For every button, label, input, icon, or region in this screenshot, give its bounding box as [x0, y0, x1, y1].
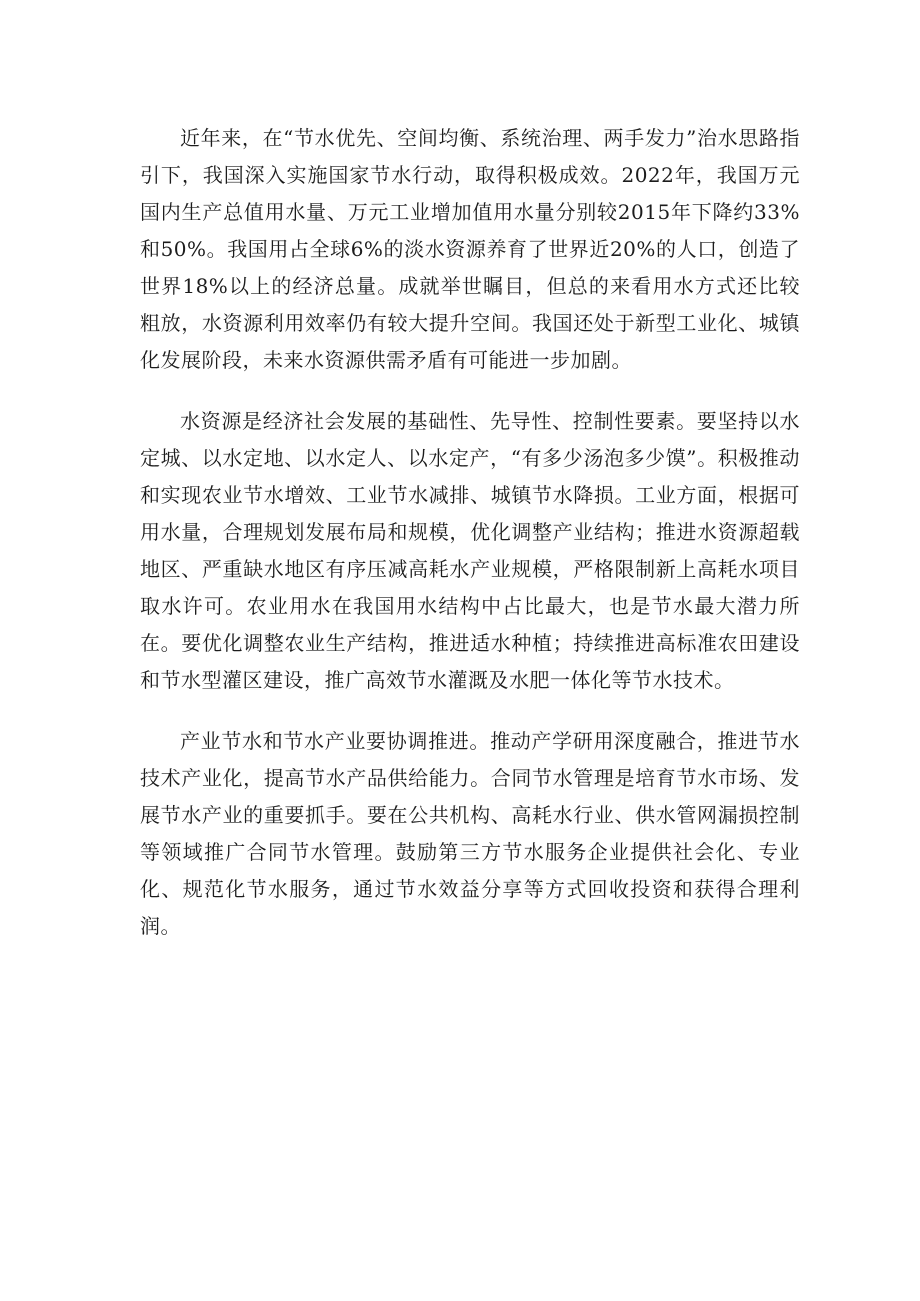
paragraph-3: 产业节水和节水产业要协调推进。推动产学研用深度融合，推进节水技术产业化，提高节水产品供给能力。合同节水管理是培育节水市场、发展节水产业的重要抓手。要在公共机构、高耗水行业、供水管网漏损控制等领域推广合同节水管理。鼓励第三方节水服务企业提供社会化、专业化、规范化节水服务，通过节水效益分享等方式回收投资和获得合理利润。 — [140, 729, 800, 938]
document-body — [140, 120, 800, 969]
paragraph-1: 近年来，在“节水优先、空间均衡、系统治理、两手发力”治水思路指引下，我国深入实施国家节水行动，取得积极成效。2022年，我国万元国内生产总值用水量、万元工业增加值用水量分别较2015年下降约33%和50%。我国用占全球6%的淡水资源养育了世界近20%的人口，创造了世界18%以上的经济总量。成就举世瞩目，但总的来看用水方式还比较粗放，水资源利用效率仍有较大提升空间。我国还处于新型工业化、城镇化发展阶段，未来水资源供需矛盾有可能进一步加剧。 — [140, 126, 800, 372]
paragraph-2: 水资源是经济社会发展的基础性、先导性、控制性要素。要坚持以水定城、以水定地、以水定人、以水定产，“有多少汤泡多少馍”。积极推动和实现农业节水增效、工业节水减排、城镇节水降损。工业方面，根据可用水量，合理规划发展布局和规模，优化调整产业结构；推进水资源超载地区、严重缺水地区有序压减高耗水产业规模，严格限制新上高耗水项目取水许可。农业用水在我国用水结构中占比最大，也是节水最大潜力所在。要优化调整农业生产结构，推进适水种植；持续推进高标准农田建设和节水型灌区建设，推广高效节水灌溉及水肥一体化等节水技术。 — [140, 409, 800, 692]
